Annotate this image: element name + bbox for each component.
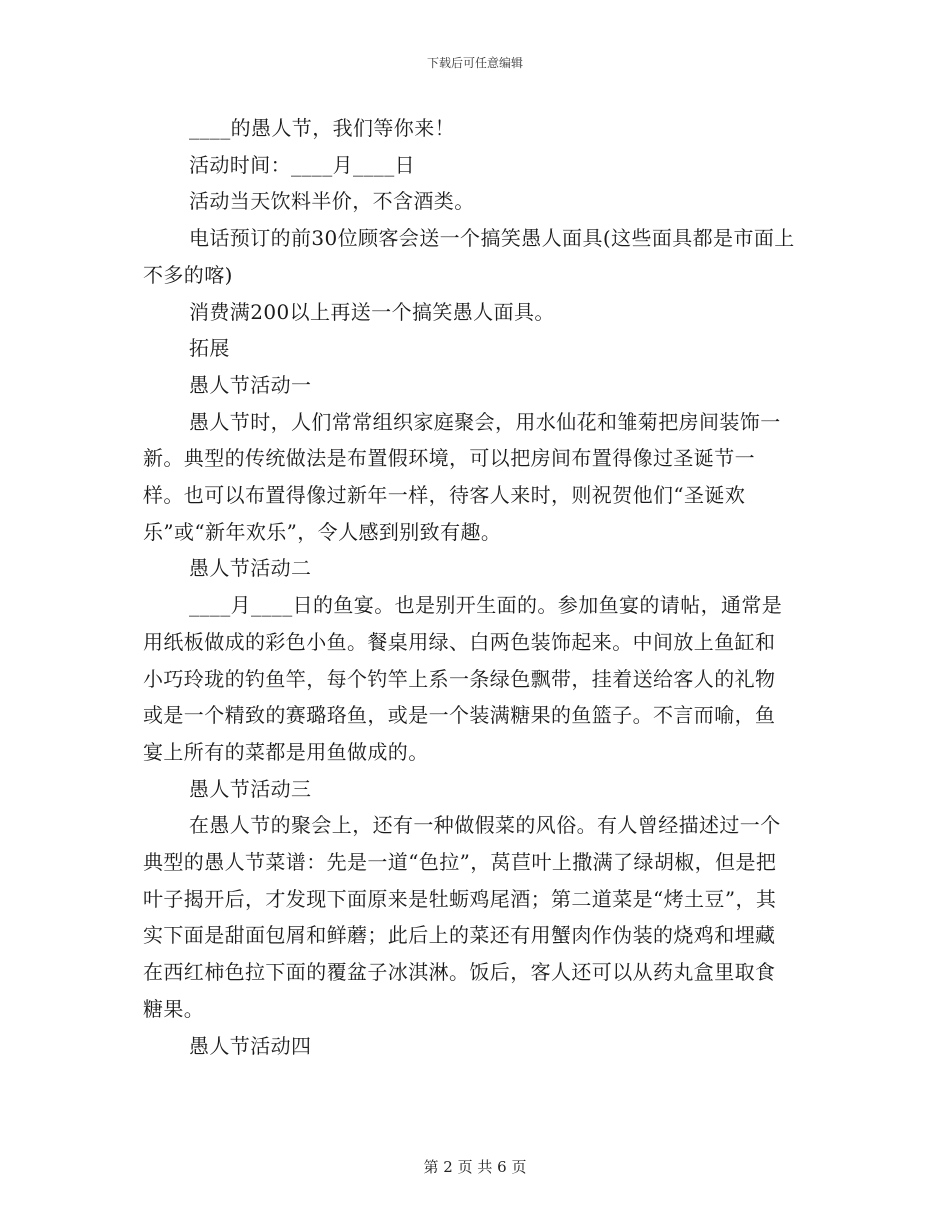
event-time-line: 活动时间：____月____日 <box>189 152 415 177</box>
page-header-note: 下载后可任意编辑 <box>426 56 523 70</box>
extension-heading: 拓展 <box>189 336 230 361</box>
phone-booking-offer: 电话预订的前30位顾客会送一个搞笑愚人面具(这些面具都是市面上不多的喀) <box>143 226 795 287</box>
activity-1-paragraph: 愚人节时，人们常常组织家庭聚会，用水仙花和雏菊把房间装饰一新。典型的传统做法是布置假环境，可以把房间布置得像过圣诞节一样。也可以布置得像过新年一样，待客人来时，则祝贺他们“圣诞欢乐”或“新年欢乐”，令人感到别致有趣。 <box>143 409 781 544</box>
spending-offer-line: 消费满200以上再送一个搞笑愚人面具。 <box>189 299 555 324</box>
document-body <box>143 110 795 1064</box>
page-number: 第 2 页 共 6 页 <box>423 1158 527 1176</box>
drinks-offer-line: 活动当天饮料半价，不含酒类。 <box>189 189 475 214</box>
section-heading-activity-4: 愚人节活动四 <box>189 1033 312 1058</box>
section-heading-activity-2: 愚人节活动二 <box>189 556 312 581</box>
invitation-line: ____的愚人节，我们等你来！ <box>189 116 455 140</box>
activity-2-paragraph: ____月____日的鱼宴。也是别开生面的。参加鱼宴的请帖，通常是用纸板做成的彩色小鱼。餐桌用绿、白两色装饰起来。中间放上鱼缸和小巧玲珑的钓鱼竿，每个钓竿上系一条绿色飘带，挂着送给客人的礼物或是一个精致的赛璐珞鱼，或是一个装满糖果的鱼篮子。不言而喻，鱼宴上所有的菜都是用鱼做成的。 <box>143 593 783 764</box>
activity-3-paragraph: 在愚人节的聚会上，还有一种做假菜的风俗。有人曾经描述过一个典型的愚人节菜谱：先是一道“色拉”，莴苣叶上撒满了绿胡椒，但是把叶子揭开后，才发现下面原来是牡蛎鸡尾酒；第二道菜是“烤土豆”，其实下面是甜面包屑和鲜蘑；此后上的菜还有用蟹肉作伪装的烧鸡和埋藏在西红柿色拉下面的覆盆子冰淇淋。饭后，客人还可以从药丸盒里取食糖果。 <box>143 813 781 1021</box>
section-heading-activity-1: 愚人节活动一 <box>189 372 312 397</box>
section-heading-activity-3: 愚人节活动三 <box>189 776 312 801</box>
